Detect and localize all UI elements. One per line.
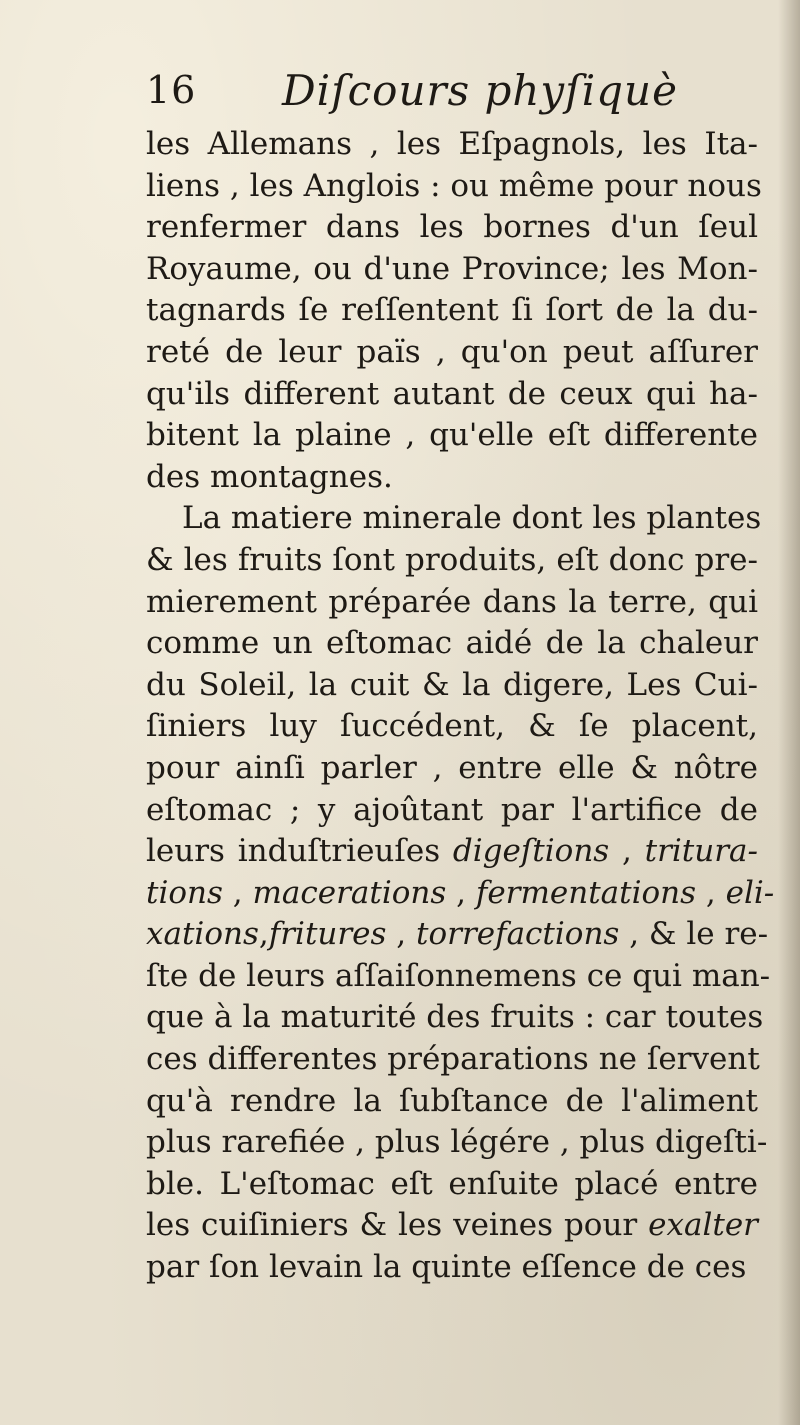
italic-text: torrefactions	[416, 916, 620, 953]
text-run: plus rarefiée , plus légére , plus digeſti-	[146, 1124, 768, 1161]
italic-text: exalter	[648, 1207, 758, 1244]
text-run: leurs induſtrieuſes	[146, 833, 453, 870]
text-line	[146, 623, 758, 665]
text-run: du Soleil, la cuit & la digere, Les Cui-	[146, 666, 758, 703]
text-run: ,	[446, 874, 476, 911]
text-run: Royaume, ou d'une Province; les Mon-	[146, 250, 758, 287]
text-line	[146, 914, 769, 956]
text-run: ble. L'eſtomac eſt enſuite placé entre	[146, 1165, 758, 1202]
text-run: , & le re-	[619, 916, 769, 953]
italic-text: eli-	[725, 874, 775, 911]
text-line	[146, 1247, 758, 1289]
text-run: comme un eſtomac aidé de la chaleur	[146, 625, 758, 662]
text-line	[146, 582, 758, 624]
text-run: ſiniers luy ſuccédent, & ſe placent,	[146, 708, 758, 745]
text-run: bitent la plaine , qu'elle eſt differente	[146, 417, 758, 454]
italic-text: xations	[146, 916, 259, 953]
text-line	[146, 1122, 768, 1164]
text-run: tagnards ſe reſſentent ſi ſort de la du-	[146, 292, 758, 329]
text-run: liens , les Anglois : ou même pour nous	[146, 167, 762, 204]
text-line	[146, 166, 762, 208]
text-run: ,	[222, 874, 253, 911]
text-line	[146, 1164, 758, 1206]
text-run: que à la maturité des fruits : car toutes	[146, 999, 764, 1036]
text-run: qu'à rendre la ſubſtance de l'aliment	[146, 1082, 758, 1119]
text-line	[146, 124, 758, 166]
text-line	[146, 415, 758, 457]
text-line	[146, 748, 758, 790]
italic-text: fritures	[268, 916, 387, 953]
text-run: & les fruits ſont produits, eſt donc pre-	[146, 541, 758, 578]
text-line	[146, 997, 764, 1039]
text-run: renfermer dans les bornes d'un ſeul	[146, 209, 758, 246]
text-run: reté de leur païs , qu'on peut aſſurer	[146, 333, 758, 370]
text-run: qu'ils different autant de ceux qui ha-	[146, 375, 758, 412]
italic-text: macerations	[252, 874, 447, 911]
text-line	[146, 1039, 758, 1081]
text-run: les cuiſiniers & les veines pour	[146, 1207, 649, 1244]
text-line	[146, 1081, 758, 1123]
text-run: par ſon levain la quinte eſſence de ces	[146, 1249, 747, 1286]
body-text	[146, 124, 775, 1289]
text-run: ces differentes préparations ne ſervent	[146, 1041, 760, 1078]
text-line	[146, 374, 758, 416]
text-run: La matiere minerale dont les plantes	[182, 500, 762, 537]
text-line	[146, 956, 771, 998]
text-line	[146, 790, 758, 832]
page-header	[146, 66, 706, 126]
text-run: les Allemans , les Eſpagnols, les Ita-	[146, 126, 758, 162]
text-run: ,	[258, 916, 269, 953]
text-line	[146, 207, 758, 249]
page-edge-shadow	[778, 0, 800, 1425]
italic-text: tions	[146, 874, 223, 911]
text-run: ſte de leurs aſſaiſonnemens ce qui man-	[146, 957, 771, 994]
text-line	[146, 706, 758, 748]
text-line	[146, 1205, 758, 1247]
text-run: ,	[609, 833, 645, 870]
text-run: eſtomac ; y ajoûtant par l'artifice de	[146, 791, 758, 828]
text-line	[146, 249, 758, 291]
text-run: des montagnes.	[146, 458, 393, 495]
text-line	[146, 540, 758, 582]
italic-text: digeſtions	[452, 833, 610, 870]
text-run: ,	[386, 916, 416, 953]
text-line	[146, 332, 758, 374]
text-line	[146, 498, 762, 540]
text-run: pour ainſi parler , entre elle & nôtre	[146, 749, 758, 786]
text-line	[146, 831, 758, 873]
text-line	[146, 665, 758, 707]
text-line	[146, 873, 775, 915]
text-line	[146, 457, 758, 499]
italic-text: fermentations	[475, 874, 697, 911]
italic-text: tritura-	[644, 833, 758, 870]
text-run: ,	[696, 874, 726, 911]
page-number: 16	[146, 68, 197, 112]
text-run: mierement préparée dans la terre, qui	[146, 583, 758, 620]
running-head: Diſcours phyſiquè	[282, 66, 678, 115]
text-line	[146, 290, 758, 332]
